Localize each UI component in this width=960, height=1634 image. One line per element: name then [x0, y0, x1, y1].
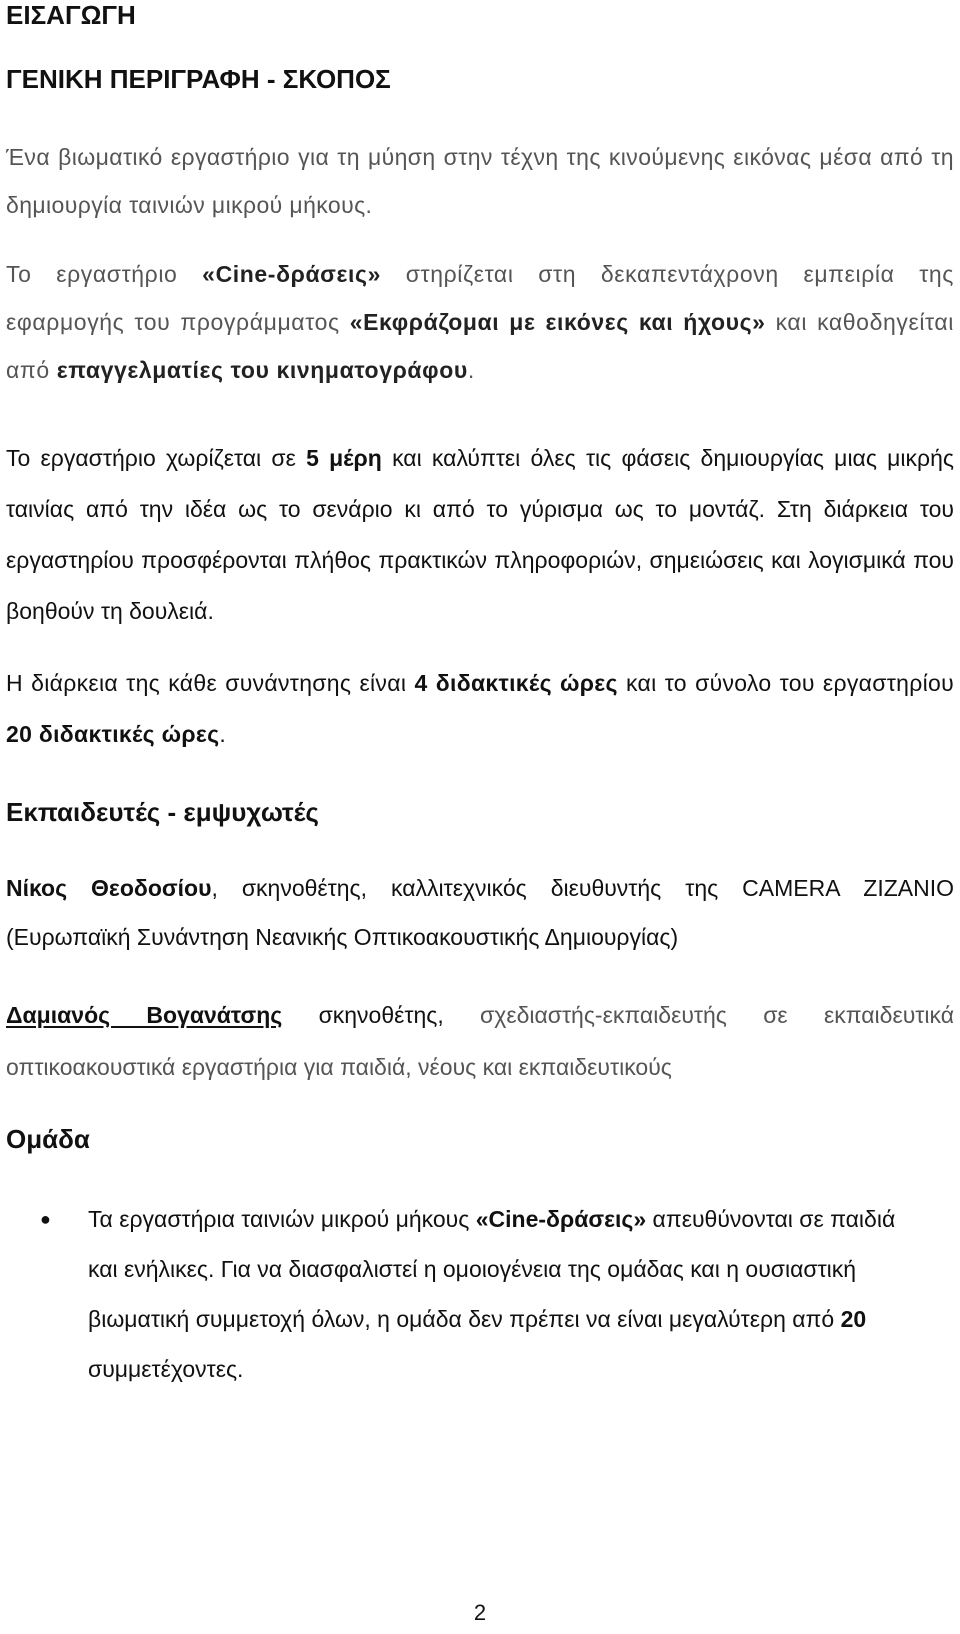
text: Τα εργαστήρια ταινιών μικρού μήκους	[88, 1206, 476, 1232]
text: Η διάρκεια της κάθε συνάντησης είναι	[6, 670, 415, 696]
trainer-voganatsis	[6, 989, 954, 1093]
text: και το σύνολο του εργαστηρίου	[617, 670, 954, 696]
trainer-role: σκηνοθέτης,	[282, 1002, 444, 1028]
bold-text: 4 διδακτικές ώρες	[414, 670, 618, 696]
bold-text: «Cine-δράσεις»	[475, 1206, 647, 1232]
bold-text: επαγγελματίες του κινηματογράφου	[56, 357, 468, 383]
list-item	[40, 1194, 908, 1394]
text: Το εργαστήριο χωρίζεται σε	[6, 445, 307, 471]
bold-text: 20 διδακτικές ώρες	[6, 721, 220, 747]
paragraph-duration	[6, 658, 954, 760]
text: στηρίζεται στη δεκαπεντάχρονη εμπειρία της εφαρμογής του προγράμματος	[6, 261, 954, 335]
text: συμμετέχοντες.	[88, 1356, 244, 1382]
trainer-name: Νίκος Θεοδοσίου	[6, 875, 212, 901]
group-bullet-list	[40, 1194, 908, 1394]
heading-intro: ΕΙΣΑΓΩΓΗ	[6, 0, 136, 30]
text: και καθοδηγείται από	[6, 309, 954, 383]
text: .	[219, 721, 227, 747]
paragraph-structure	[6, 433, 954, 637]
text: .	[467, 357, 475, 383]
bold-text: 5 μέρη	[306, 445, 382, 471]
heading-general-description: ΓΕΝΙΚΗ ΠΕΡΙΓΡΑΦΗ - ΣΚΟΠΟΣ	[6, 64, 391, 94]
text: Το εργαστήριο	[6, 261, 203, 287]
text: και καλύπτει όλες τις φάσεις δημιουργίας μιας μικρής ταινίας από την ιδέα ως το σενάριο κι από το γύρισμα ως το μοντάζ. Στη διάρκεια του εργαστηρίου προσφέρονται πλήθος πρακτικών πληροφοριών, σημειώσεις και λογισμικά που βοηθούν τη δουλειά.	[6, 445, 954, 624]
paragraph-intro: Ένα βιωματικό εργαστήριο για τη μύηση στην τέχνη της κινούμενης εικόνας μέσα από τη δημιουργία ταινιών μικρού μήκους.	[6, 144, 954, 218]
trainer-name: Δαμιανός Βογανάτσης	[6, 1002, 283, 1028]
page-number: 2	[473, 1600, 487, 1625]
bullet-icon: ●	[40, 1209, 51, 1229]
text: απευθύνονται σε παιδιά και ενήλικες. Για να διασφαλιστεί η ομοιογένεια της ομάδας και η ουσιαστική βιωματική συμμετοχή όλων, η ομάδα δεν πρέπει να είναι μεγαλύτερη από	[88, 1206, 896, 1332]
trainer-theodosiou	[6, 864, 954, 962]
trainer-description: , σκηνοθέτης, καλλιτεχνικός διευθυντής της CAMERA ZIZANIO (Ευρωπαϊκή Συνάντηση Νεανικής Οπτικοακουστικής Δημιουργίας)	[6, 875, 955, 950]
bold-text: «Cine-δράσεις»	[202, 261, 381, 287]
heading-trainers: Εκπαιδευτές - εμψυχωτές	[6, 797, 319, 827]
trainer-description: σχεδιαστής-εκπαιδευτής σε εκπαιδευτικά οπτικοακουστικά εργαστήρια για παιδιά, νέους και εκπαιδευτικούς	[6, 1002, 954, 1080]
paragraph-program	[6, 250, 954, 394]
bold-text: 20	[840, 1306, 867, 1332]
bold-text: «Εκφράζομαι με εικόνες και ήχους»	[349, 309, 766, 335]
heading-group: Ομάδα	[6, 1124, 90, 1154]
